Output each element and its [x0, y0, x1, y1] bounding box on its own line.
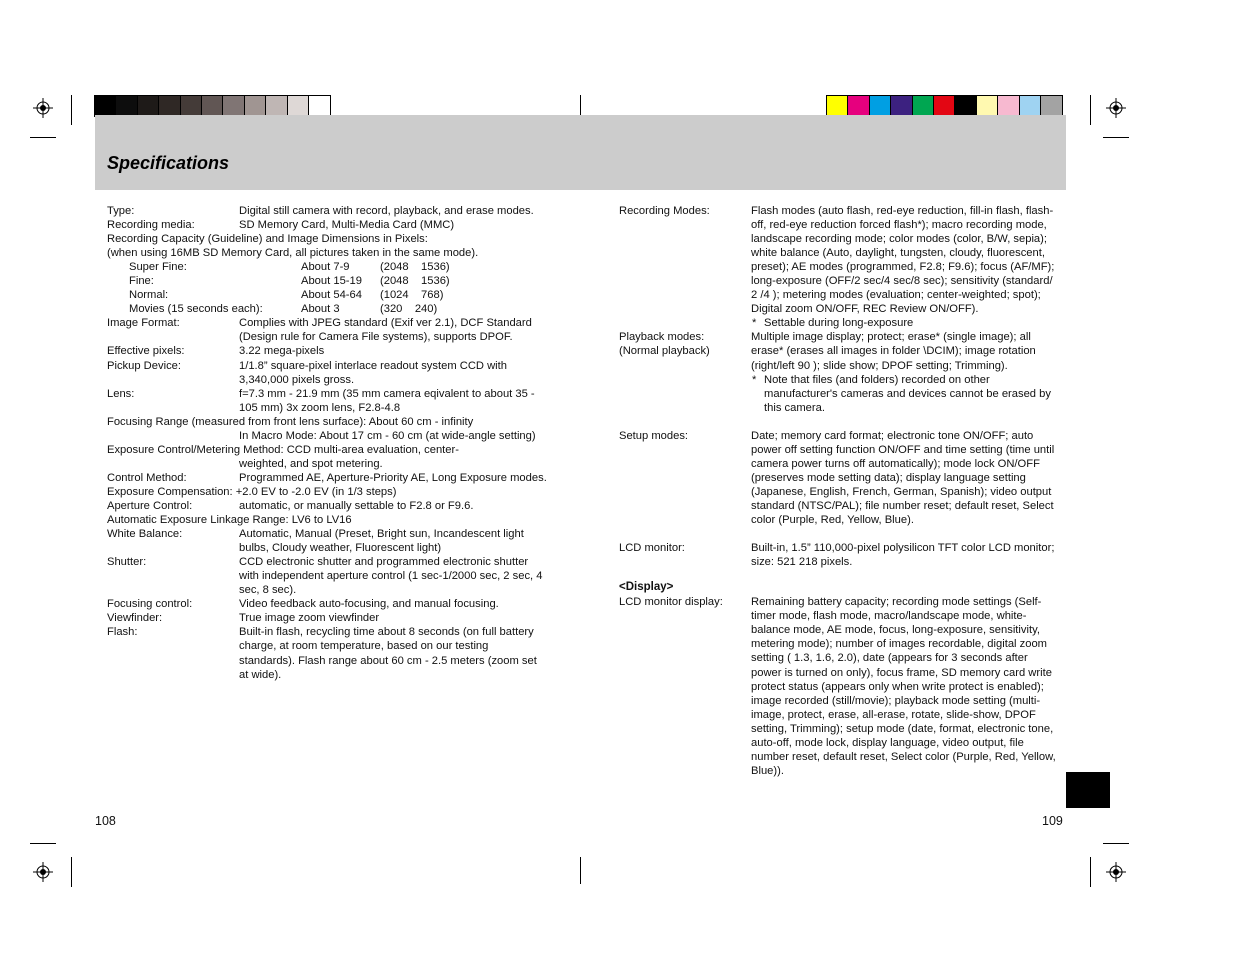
color-swatch-4: [891, 96, 912, 116]
capacity-title: Recording Capacity (Guideline) and Image Dimensions in Pixels:: [107, 233, 428, 246]
color-swatch-1: [827, 96, 848, 116]
color-calibration-bar: [826, 95, 1063, 117]
left-page-specs: [107, 204, 547, 682]
gray-swatch-10: [288, 96, 309, 116]
spec-value: 1/1.8” square-pixel interlace readout system CCD with 3,340,000 pixels gross.: [239, 359, 507, 386]
spec-label: LCD monitor display:: [619, 596, 723, 609]
spec-value: 3.22 mega-pixels: [239, 345, 325, 358]
spec-playback-modes: [619, 330, 1059, 414]
spec-recording-media: [107, 218, 547, 232]
spec-exposure-metering-cont: weighted, and spot metering.: [239, 457, 383, 470]
spec-label: Pickup Device:: [107, 359, 181, 372]
spec-lcd-display: [619, 595, 1059, 778]
spec-pickup-device: [107, 359, 547, 387]
registration-mark-icon: [1106, 98, 1126, 118]
gray-swatch-1: [95, 96, 116, 116]
gray-swatch-6: [202, 96, 223, 116]
page-title: Specifications: [107, 153, 230, 173]
display-section-heading: <Display>: [619, 581, 674, 594]
spec-label: Lens:: [107, 387, 135, 400]
page-number-left: 108: [95, 814, 116, 828]
spec-type: [107, 204, 547, 218]
spec-value: Built-in, 1.5” 110,000-pixel polysilicon TFT color LCD monitor; size: 521 218 pixels.: [751, 542, 1055, 569]
spec-value: Digital still camera with record, playback, and erase modes.: [239, 205, 534, 217]
right-page-specs: [619, 204, 1059, 778]
spec-aperture-control: [107, 499, 547, 513]
spec-value: Multiple image display; protect; erase* (single image); all erase* (erases all images in folder \DCIM); image rotation (right/left 90 ); slide show; DPOF setting; Trimming).: [751, 331, 1036, 372]
gray-swatch-7: [223, 96, 244, 116]
spec-label: Recording Modes:: [619, 205, 710, 217]
capacity-row: Normal: About 54-64 (1024 768): [129, 289, 444, 302]
color-swatch-8: [977, 96, 998, 116]
spec-ae-linkage: Automatic Exposure Linkage Range: LV6 to LV16: [107, 514, 352, 527]
color-swatch-3: [870, 96, 891, 116]
gray-swatch-2: [116, 96, 137, 116]
spec-shutter: [107, 555, 547, 597]
spec-value: f=7.3 mm - 21.9 mm (35 mm camera eqivalent to about 35 - 105 mm) 3x zoom lens, F2.8-4.8: [239, 387, 535, 414]
spec-label: Type:: [107, 205, 135, 217]
spec-viewfinder: [107, 611, 547, 625]
spec-label: Setup modes:: [619, 429, 689, 442]
spec-image-format: [107, 316, 547, 344]
gray-swatch-9: [266, 96, 287, 116]
spec-focusing-control: [107, 597, 547, 611]
color-swatch-2: [848, 96, 869, 116]
spec-label: Image Format:: [107, 317, 180, 330]
capacity-row: Fine: About 15-19 (2048 1536): [129, 275, 450, 288]
color-swatch-7: [955, 96, 976, 116]
spec-label: White Balance:: [107, 528, 183, 541]
spec-exposure-metering: Exposure Control/Metering Method: CCD multi-area evaluation, center-: [107, 443, 459, 456]
spec-label: Flash:: [107, 626, 138, 639]
spec-value: automatic, or manually settable to F2.8 or F9.6.: [239, 499, 474, 512]
spec-value: Remaining battery capacity; recording mode settings (Self-timer mode, flash mode, macro/landscape mode, white-balance mode, AE mode, focus, long-exposure, sensitivity, metering mode); number of images recordable, digital zoom setting ( 1.3, 1.6, 2.0), date (appears for 3 seconds after power is turned on only), focus frame, SD memory card write protect status (appears only when write protect is enabled); image recorded (still/movie); playback mode setting (multi-image, protect, erase, all-erase, rotate, slide-show, DPOF setting, Trimming); setup mode (date, format, electronic tone, auto-off, mode lock, display language, video output, file number reset, default reset, Select color (Purple, Red, Yellow, Blue)).: [751, 596, 1056, 777]
spec-label: Effective pixels:: [107, 345, 185, 358]
gray-swatch-5: [181, 96, 202, 116]
spec-value: Complies with JPEG standard (Exif ver 2.1), DCF Standard (Design rule for Camera File systems), supports DPOF.: [239, 317, 532, 344]
spec-label: Focusing control:: [107, 598, 193, 611]
color-swatch-10: [1020, 96, 1041, 116]
spec-label: LCD monitor:: [619, 542, 685, 555]
color-swatch-6: [934, 96, 955, 116]
spec-lens: [107, 387, 547, 415]
spec-label: Shutter:: [107, 556, 147, 569]
page-number-right: 109: [1042, 814, 1063, 828]
color-swatch-9: [998, 96, 1019, 116]
color-swatch-11: [1041, 96, 1062, 116]
spec-footnote: * Settable during long-exposure: [752, 317, 914, 330]
spec-value: Flash modes (auto flash, red-eye reduction, fill-in flash, flash-off, red-eye reduction forced flash*); macro recording mode, landscape recording mode; color modes (color, B/W, sepia); white balance (Auto, daylight, tungsten, cloudy, fluorescent, preset); AE modes (programmed, F2.8; F9.6); focus (AF/MF); long-exposure (OFF/2 sec/4 sec/8 sec); sensitivity (standard/ 2 /4 ); metering modes (evaluation; center-weighted; spot); Digital zoom ON/OFF, REC Review ON/OFF).: [751, 205, 1055, 316]
spec-flash: [107, 625, 547, 681]
spec-label: Playback modes: (Normal playback): [619, 331, 710, 358]
spec-focusing-range-macro: In Macro Mode: About 17 cm - 60 cm (at wide-angle setting): [239, 429, 536, 442]
spec-value: Video feedback auto-focusing, and manual focusing.: [239, 598, 499, 611]
spec-value: Date; memory card format; electronic tone ON/OFF; auto power off setting function ON/OFF and time setting (time until camera power turns off automatically); mode lock ON/OFF (preserves mode setting data); display language setting (Japanese, English, French, German, Spanish); video output standard (NTSC/PAL); file number reset; default reset, Select color (Purple, Red, Yellow, Blue).: [751, 429, 1055, 527]
capacity-note: (when using 16MB SD Memory Card, all pictures taken in the same mode).: [107, 247, 479, 260]
capacity-row: Super Fine: About 7-9 (2048 1536): [129, 261, 450, 274]
gray-swatch-3: [138, 96, 159, 116]
spec-value: Automatic, Manual (Preset, Bright sun, Incandescent light bulbs, Cloudy weather, Fluorescent light): [239, 528, 524, 555]
spec-effective-pixels: [107, 344, 547, 358]
registration-mark-icon: [33, 98, 53, 118]
section-header: [95, 115, 1066, 190]
spec-exposure-compensation: Exposure Compensation: +2.0 EV to -2.0 EV (in 1/3 steps): [107, 485, 397, 498]
spec-label: Viewfinder:: [107, 612, 163, 625]
spec-recording-modes: [619, 204, 1059, 330]
color-swatch-5: [913, 96, 934, 116]
spec-label: Control Method:: [107, 471, 187, 484]
spec-value: SD Memory Card, Multi-Media Card (MMC): [239, 219, 455, 232]
spec-label: Aperture Control:: [107, 499, 193, 512]
gray-swatch-11: [309, 96, 330, 116]
spec-value: True image zoom viewfinder: [239, 612, 380, 625]
gray-swatch-4: [159, 96, 180, 116]
grayscale-calibration-bar: [94, 95, 331, 117]
spec-setup-modes: [619, 429, 1059, 527]
spec-focusing-range: Focusing Range (measured from front lens surface): About 60 cm - infinity: [107, 415, 474, 428]
spec-value: Programmed AE, Aperture-Priority AE, Long Exposure modes.: [239, 471, 547, 484]
spec-footnote: * Note that files (and folders) recorded on other manufacturer's cameras and devices cannot be erased by this camera.: [752, 373, 1051, 414]
section-thumb-tab: [1066, 772, 1110, 808]
spec-control-method: [107, 471, 547, 485]
capacity-row: Movies (15 seconds each): About 3 (320 240): [129, 303, 438, 316]
registration-mark-icon: [1106, 862, 1126, 882]
spec-value: Built-in flash, recycling time about 8 seconds (on full battery charge, at room temperature, based on our testing standards). Flash range about 60 cm - 2.5 meters (zoom set at wide).: [239, 626, 537, 681]
spec-white-balance: [107, 527, 547, 555]
spec-value: CCD electronic shutter and programmed electronic shutter with independent aperture control (1 sec-1/2000 sec, 2 sec, 4 sec, 8 sec).: [239, 556, 543, 597]
gray-swatch-8: [245, 96, 266, 116]
registration-mark-icon: [33, 862, 53, 882]
spec-label: Recording media:: [107, 219, 195, 232]
spec-lcd-monitor: [619, 541, 1059, 569]
